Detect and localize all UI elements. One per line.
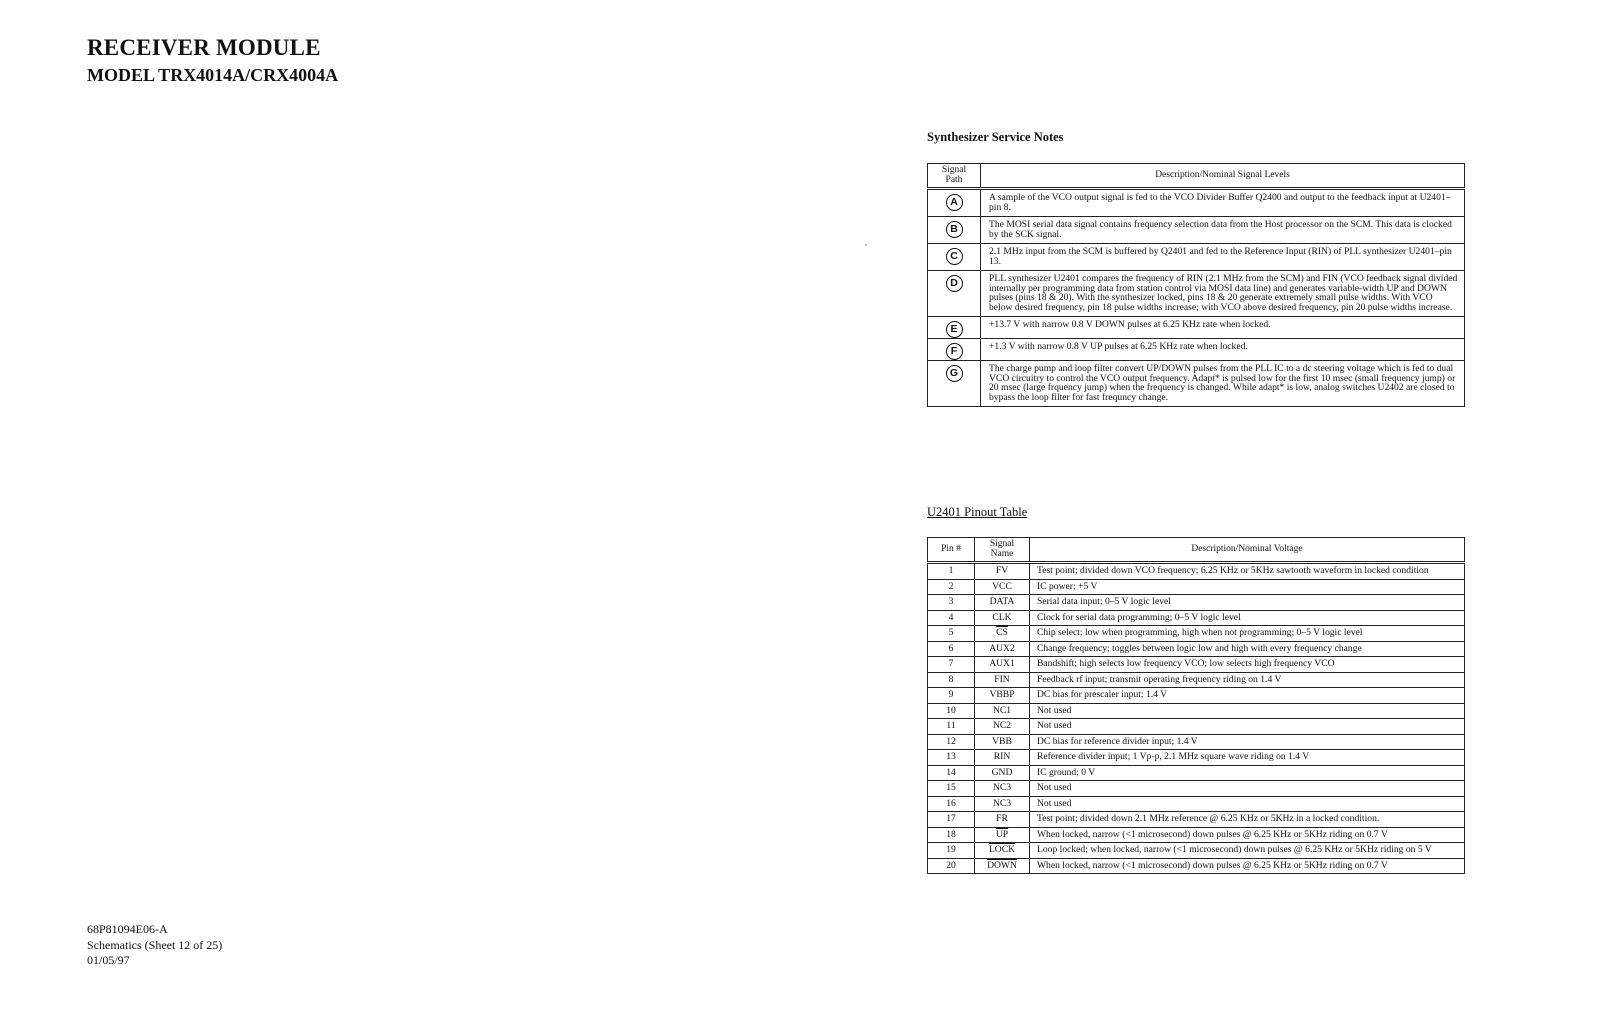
synthesizer-notes-table bbox=[927, 163, 1465, 407]
col-description: Description/Nominal Voltage bbox=[1030, 538, 1465, 563]
pin-number: 19 bbox=[928, 843, 975, 859]
pin-description: Test point; divided down VCO frequency; 6.25 KHz or 5KHz sawtooth waveform in locked condition bbox=[1030, 563, 1465, 580]
pin-number: 8 bbox=[928, 672, 975, 688]
pinout-row bbox=[928, 657, 1465, 673]
signal-name: $\overline{UP}$ bbox=[975, 827, 1030, 843]
pinout-row bbox=[928, 796, 1465, 812]
pinout-row bbox=[928, 719, 1465, 735]
pinout-table-title: U2401 Pinout Table bbox=[927, 505, 1028, 519]
signal-name: DATA bbox=[975, 595, 1030, 611]
signal-name: FR bbox=[975, 812, 1030, 828]
pin-description: Change frequency; toggles between logic low and high with every frequency change bbox=[1030, 641, 1465, 657]
pin-number: 6 bbox=[928, 641, 975, 657]
doc-date: 01/05/97 bbox=[87, 953, 130, 967]
sheet-label: Schematics (Sheet 12 of 25) bbox=[87, 937, 223, 952]
pinout-row bbox=[928, 563, 1465, 580]
pin-description: Test point; divided down 2.1 MHz reference @ 6.25 KHz or 5KHz in a locked condition. bbox=[1030, 812, 1465, 828]
signal-name: VBBP bbox=[975, 688, 1030, 704]
signal-path-marker: B bbox=[946, 221, 963, 238]
pin-description: Not used bbox=[1030, 719, 1465, 735]
pin-number: 16 bbox=[928, 796, 975, 812]
signal-description: PLL synthesizer U2401 compares the frequency of RIN (2.1 MHz from the SCM) and FIN (VCO feedback signal divided internally per programming data from station control via MOSI data line) and generates variable-width UP and DOWN pulses (pins 18 & 20). With the synthesizer locked, pins 18 & 20 generate extremely small pulse widths. With VCO below desired frequency, pin 18 pulse widths increase; with VCO above desired frequency, pin 20 pulse widths increase. bbox=[981, 271, 1465, 317]
pin-number: 20 bbox=[928, 858, 975, 874]
signal-name: NC2 bbox=[975, 719, 1030, 735]
signal-description: A sample of the VCO output signal is fed to the VCO Divider Buffer Q2400 and output to the feedback input at U2401–pin 8. bbox=[981, 189, 1465, 217]
pin-number: 7 bbox=[928, 657, 975, 673]
pinout-row bbox=[928, 843, 1465, 859]
synth-row bbox=[928, 189, 1465, 217]
pin-number: 13 bbox=[928, 750, 975, 766]
signal-name: NC1 bbox=[975, 703, 1030, 719]
pin-number: 9 bbox=[928, 688, 975, 704]
signal-name: VBB bbox=[975, 734, 1030, 750]
signal-description: The charge pump and loop filter convert UP/DOWN pulses from the PLL IC to a dc steering voltage which is fed to dual VCO circuitry to control the VCO output frequency. Adapt* is pulsed low for the first 10 msec (small frequency jump) or 20 msec (large frquency jump) when the frequency is changed. While adapt* is low, analog switches U2402 are closed to bypass the loop filter for fast frequncy change. bbox=[981, 361, 1465, 407]
pin-description: DC bias for reference divider input; 1.4 V bbox=[1030, 734, 1465, 750]
pin-description: Chip select; low when programming, high when not programming; 0–5 V logic level bbox=[1030, 626, 1465, 642]
pin-number: 11 bbox=[928, 719, 975, 735]
pinout-row bbox=[928, 610, 1465, 626]
pin-number: 10 bbox=[928, 703, 975, 719]
signal-name: FV bbox=[975, 563, 1030, 580]
pin-number: 17 bbox=[928, 812, 975, 828]
synth-row bbox=[928, 271, 1465, 317]
signal-name: NC3 bbox=[975, 781, 1030, 797]
pin-number: 5 bbox=[928, 626, 975, 642]
pin-description: When locked, narrow (<1 microsecond) down pulses @ 6.25 KHz or 5KHz riding on 0.7 V bbox=[1030, 858, 1465, 874]
pinout-row bbox=[928, 812, 1465, 828]
signal-name: LOCK bbox=[975, 843, 1030, 859]
signal-name: RIN bbox=[975, 750, 1030, 766]
synth-row bbox=[928, 361, 1465, 407]
synth-row bbox=[928, 339, 1465, 361]
synth-row bbox=[928, 244, 1465, 271]
pinout-row bbox=[928, 858, 1465, 874]
col-pin-number: Pin # bbox=[928, 538, 975, 563]
pinout-table bbox=[927, 537, 1465, 874]
pinout-row bbox=[928, 688, 1465, 704]
signal-path-marker: G bbox=[946, 365, 963, 382]
pin-number: 3 bbox=[928, 595, 975, 611]
document-title: RECEIVER MODULE bbox=[87, 35, 321, 60]
pinout-row bbox=[928, 703, 1465, 719]
pin-description: Loop locked; when locked, narrow (<1 microsecond) down pulses @ 6.25 KHz or 5KHz riding on 5 V bbox=[1030, 843, 1465, 859]
pin-description: IC ground; 0 V bbox=[1030, 765, 1465, 781]
pinout-row bbox=[928, 750, 1465, 766]
pin-number: 2 bbox=[928, 579, 975, 595]
pin-description: Not used bbox=[1030, 703, 1465, 719]
pin-description: When locked, narrow (<1 microsecond) down pulses @ 6.25 KHz or 5KHz riding on 0.7 V bbox=[1030, 827, 1465, 843]
pinout-row bbox=[928, 579, 1465, 595]
signal-name: NC3 bbox=[975, 796, 1030, 812]
pin-description: Feedback rf input; transmit operating frequency riding on 1.4 V bbox=[1030, 672, 1465, 688]
footer bbox=[87, 922, 222, 969]
signal-path-marker: E bbox=[946, 321, 963, 338]
pin-description: DC bias for prescaler input; 1.4 V bbox=[1030, 688, 1465, 704]
pin-number: 14 bbox=[928, 765, 975, 781]
pinout-row bbox=[928, 765, 1465, 781]
scan-speck bbox=[865, 244, 867, 246]
pinout-row bbox=[928, 734, 1465, 750]
pin-number: 15 bbox=[928, 781, 975, 797]
col-description: Description/Nominal Signal Levels bbox=[981, 164, 1465, 189]
signal-name: CLK bbox=[975, 610, 1030, 626]
pin-number: 18 bbox=[928, 827, 975, 843]
pin-number: 4 bbox=[928, 610, 975, 626]
signal-path-marker: D bbox=[946, 275, 963, 292]
signal-description: The MOSI serial data signal contains frequency selection data from the Host processor on the SCM. This data is clocked by the SCK signal. bbox=[981, 217, 1465, 244]
signal-name: DOWN bbox=[975, 858, 1030, 874]
pinout-row bbox=[928, 595, 1465, 611]
signal-path-marker: F bbox=[946, 343, 963, 360]
pinout-row bbox=[928, 781, 1465, 797]
signal-name: GND bbox=[975, 765, 1030, 781]
model-number: MODEL TRX4014A/CRX4004A bbox=[87, 65, 339, 85]
signal-name: $\overline{CS}$ bbox=[975, 626, 1030, 642]
signal-description: +13.7 V with narrow 0.8 V DOWN pulses at 6.25 KHz rate when locked. bbox=[981, 317, 1465, 339]
pin-description: IC power; +5 V bbox=[1030, 579, 1465, 595]
signal-path-marker: C bbox=[946, 248, 963, 265]
doc-number: 68P81094E06-A bbox=[87, 922, 168, 936]
pin-description: Serial data input; 0–5 V logic level bbox=[1030, 595, 1465, 611]
signal-path-marker: A bbox=[946, 194, 963, 211]
pinout-row bbox=[928, 641, 1465, 657]
pin-number: 1 bbox=[928, 563, 975, 580]
pin-description: Reference divider input; 1 Vp-p, 2.1 MHz square wave riding on 1.4 V bbox=[1030, 750, 1465, 766]
signal-name: FIN bbox=[975, 672, 1030, 688]
pinout-row bbox=[928, 626, 1465, 642]
synthesizer-notes-title: Synthesizer Service Notes bbox=[927, 130, 1064, 144]
col-signal-path: Signal Path bbox=[928, 164, 981, 189]
synth-row bbox=[928, 317, 1465, 339]
signal-description: 2.1 MHz input from the SCM is buffered by Q2401 and fed to the Reference Input (RIN) of PLL synthesizer U2401–pin 13. bbox=[981, 244, 1465, 271]
signal-name: AUX2 bbox=[975, 641, 1030, 657]
signal-description: +1.3 V with narrow 0.8 V UP pulses at 6.25 KHz rate when locked. bbox=[981, 339, 1465, 361]
pin-description: Bandshift; high selects low frequency VCO; low selects high frequency VCO bbox=[1030, 657, 1465, 673]
pinout-row bbox=[928, 672, 1465, 688]
signal-name: VCC bbox=[975, 579, 1030, 595]
pin-description: Clock for serial data programming; 0–5 V logic level bbox=[1030, 610, 1465, 626]
signal-name: AUX1 bbox=[975, 657, 1030, 673]
pin-description: Not used bbox=[1030, 781, 1465, 797]
pinout-row bbox=[928, 827, 1465, 843]
pin-description: Not used bbox=[1030, 796, 1465, 812]
synth-row bbox=[928, 217, 1465, 244]
col-signal-name: Signal Name bbox=[975, 538, 1030, 563]
pin-number: 12 bbox=[928, 734, 975, 750]
